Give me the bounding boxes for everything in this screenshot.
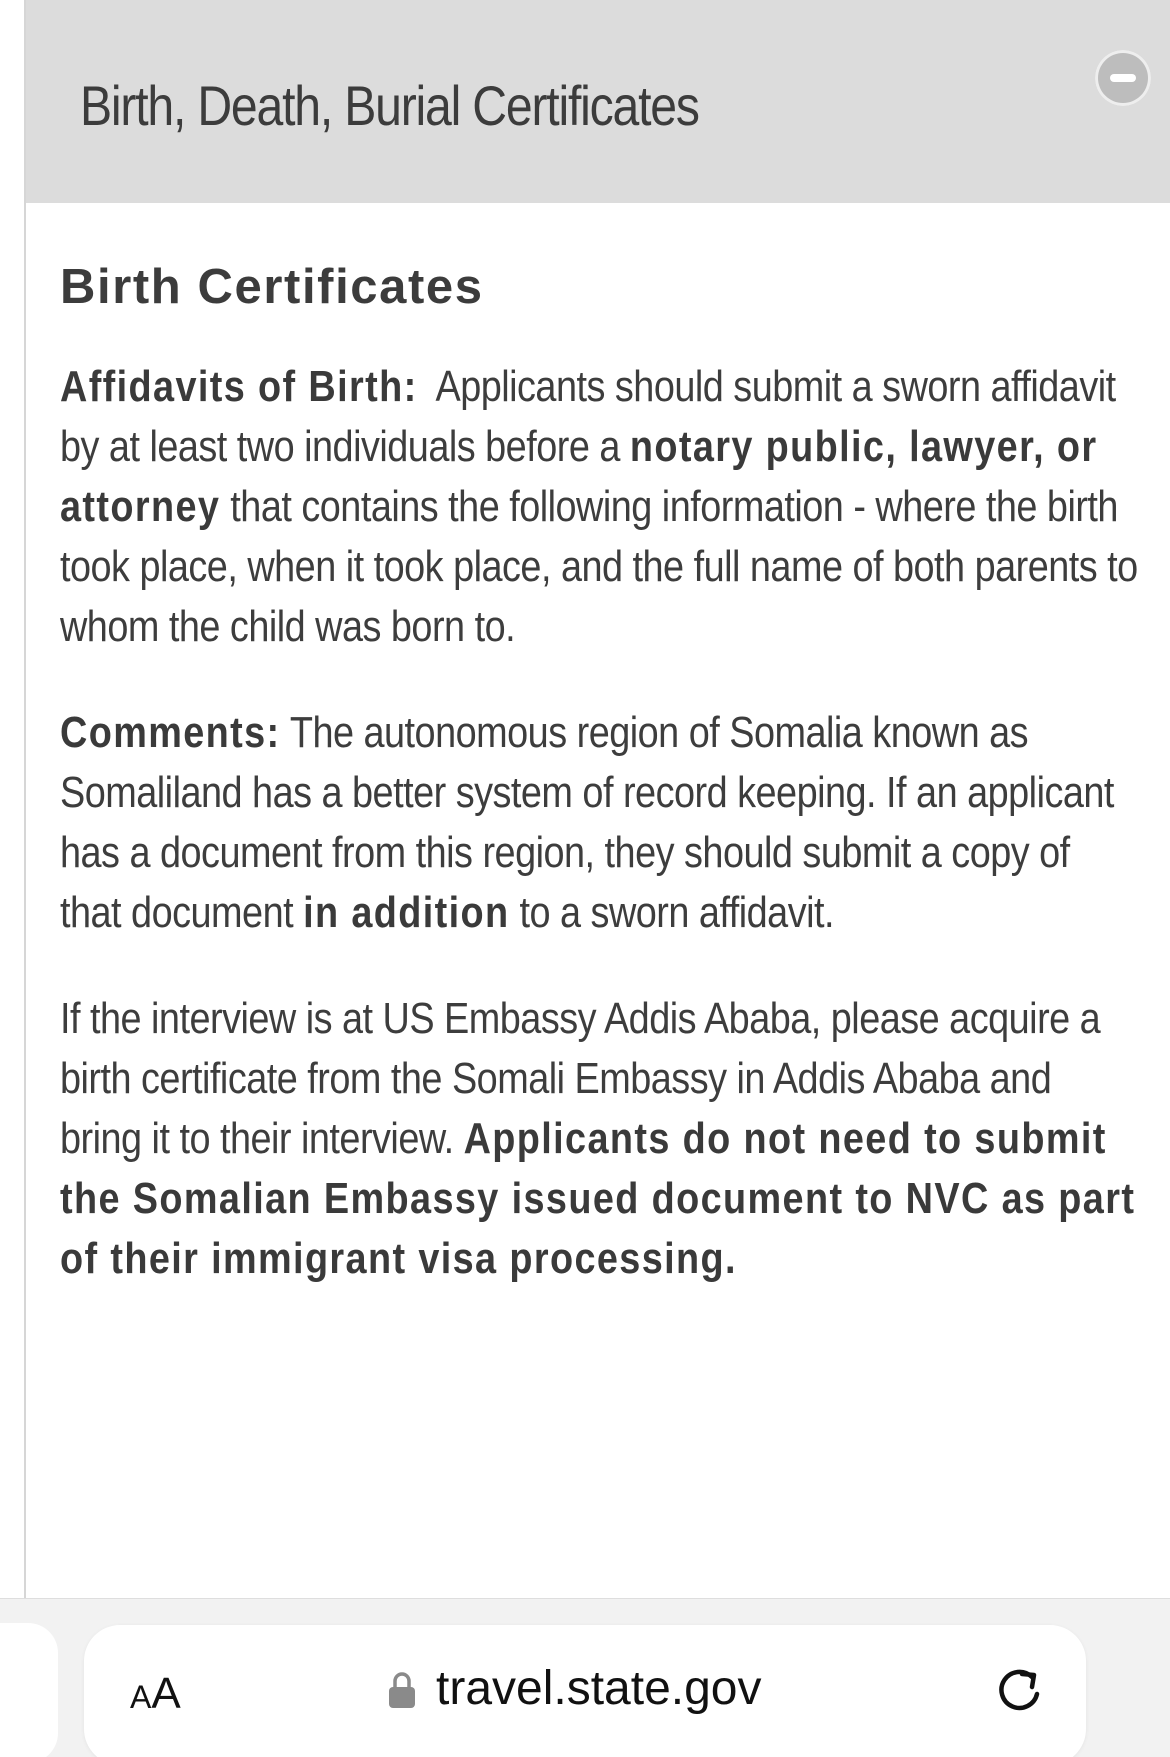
comments-paragraph [60,703,1139,943]
previous-tab-preview[interactable] [0,1623,58,1757]
address-bar[interactable] [84,1625,1086,1757]
lock-icon [388,1671,416,1709]
section-heading: Birth Certificates [60,260,484,314]
collapse-button[interactable] [1095,50,1151,106]
accordion-header[interactable] [26,0,1170,203]
comments-label: Comments: [60,708,281,757]
comments-text-2: to a sworn affidavit. [519,888,834,937]
interview-paragraph [60,989,1139,1289]
text-size-small-glyph: A [130,1679,152,1715]
text-size-button[interactable] [130,1669,181,1719]
affidavits-text-2: that contains the following information - where the birth took place, when it took place, and the full name of both parents to whom the child was born to. [60,482,1138,651]
affidavits-paragraph [60,357,1139,657]
url-text[interactable]: travel.state.gov [436,1662,762,1715]
interview-emphasis: Applicants do not need to submit the Somalian Embassy issued document to NVC as part of their immigrant visa processing. [60,1114,1136,1283]
left-border-rule [24,0,26,1600]
minus-circle-icon [1110,74,1136,82]
accordion-title[interactable]: Birth, Death, Burial Certificates [80,74,699,137]
affidavits-label: Affidavits of Birth: [60,362,418,411]
comments-emphasis: in addition [303,888,510,937]
interview-text: If the interview is at US Embassy Addis Ababa, please acquire a birth certificate from the Somali Embassy in Addis Ababa and bring it to their interview. [60,994,1101,1163]
affidavits-emphasis: notary public, lawyer, or attorney [60,422,1098,531]
reload-icon[interactable] [992,1663,1046,1717]
accordion-content [60,255,1170,1335]
text-size-large-glyph: A [151,1669,181,1718]
comments-text-1: The autonomous region of Somalia known as Somaliland has a better system of record keeping. If an applicant has a document from this region, they should submit a copy of that document [60,708,1114,937]
browser-toolbar [0,1598,1170,1757]
affidavits-text-1: Applicants should submit a sworn affidavit by at least two individuals before a [60,362,1116,471]
